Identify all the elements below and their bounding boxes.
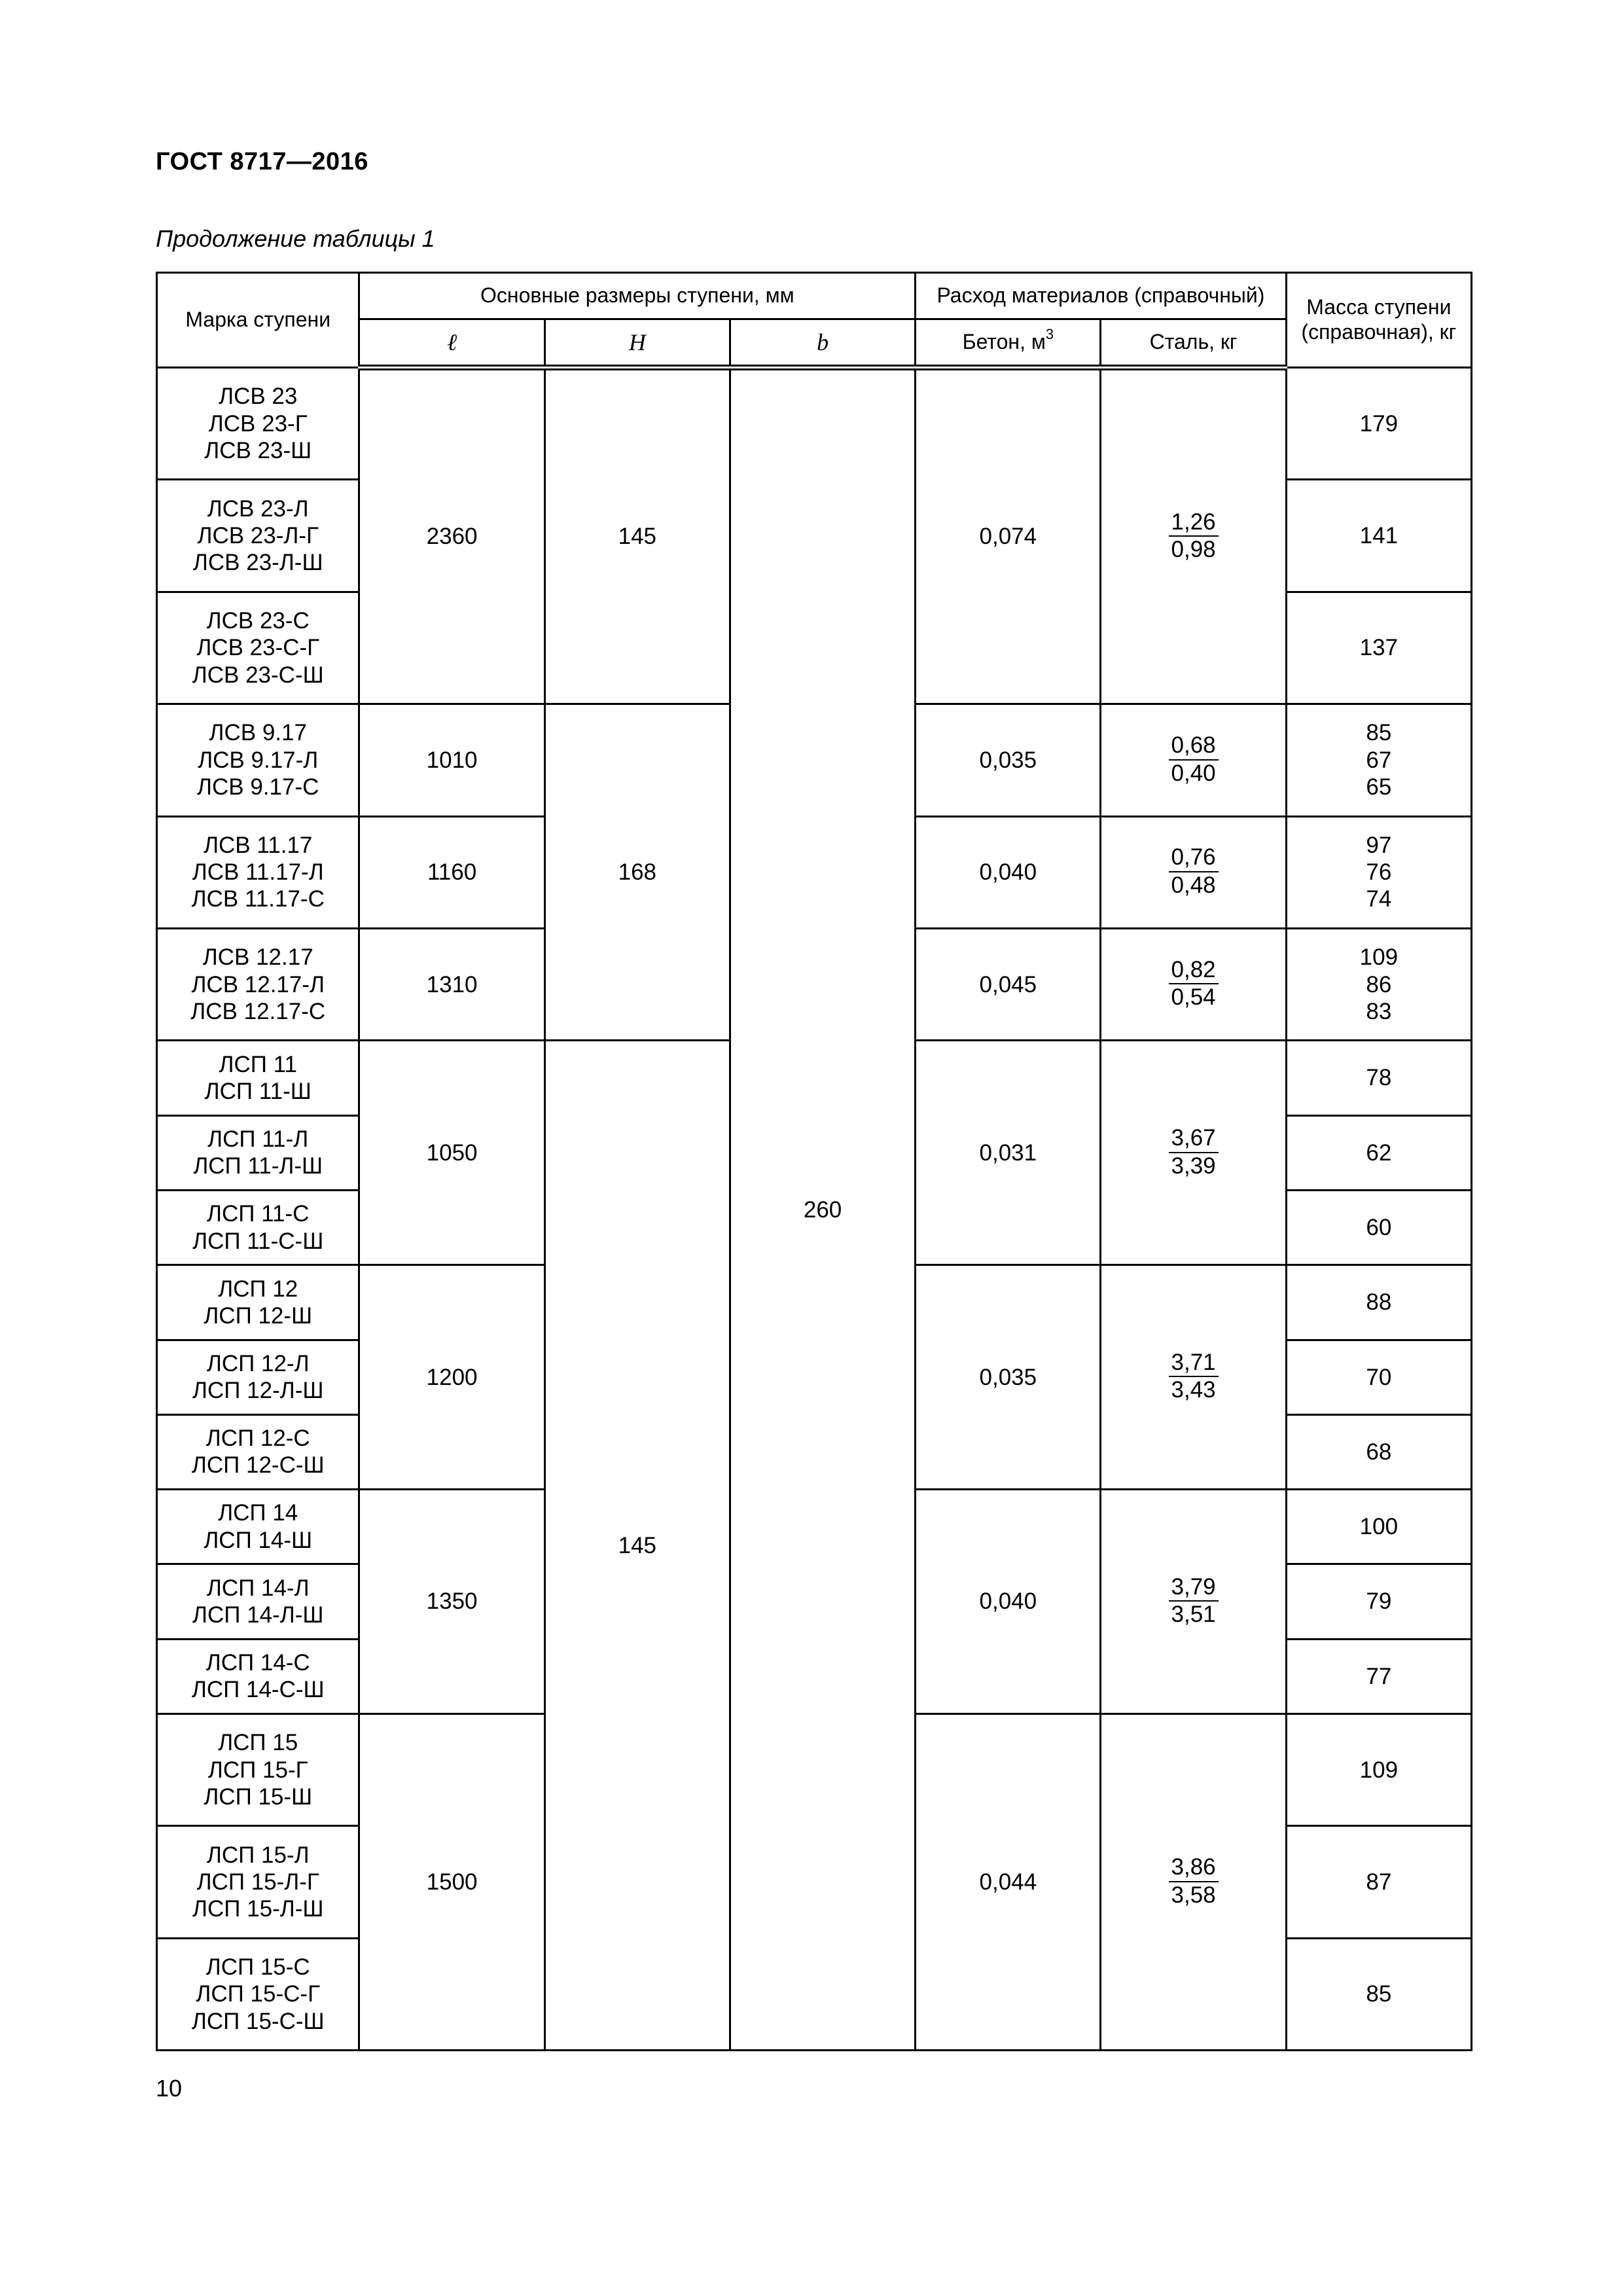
steel-numerator: 1,26 xyxy=(1169,511,1219,537)
mass-value: 68 xyxy=(1366,1439,1392,1465)
steel-denominator: 0,54 xyxy=(1171,984,1216,1011)
concrete-cell: 0,031 xyxy=(916,1041,1101,1265)
steel-numerator: 0,82 xyxy=(1169,958,1219,985)
col-h-label: H xyxy=(628,329,646,355)
mark-label: ЛСП 15 xyxy=(218,1730,298,1756)
steel-denominator: 0,48 xyxy=(1171,872,1216,898)
steel-fraction xyxy=(1169,1575,1219,1628)
mass-value: 179 xyxy=(1359,410,1399,437)
mark-label: ЛСП 15-Л xyxy=(206,1842,310,1868)
table-row xyxy=(157,368,1472,480)
mark-cell xyxy=(157,1639,359,1713)
mass-value: 109 xyxy=(1359,1757,1399,1783)
mark-label: ЛСП 15-Г xyxy=(207,1757,308,1783)
col-b-header xyxy=(730,319,915,368)
mark-label: ЛСВ 9.17 xyxy=(209,720,307,746)
mass-value: 109 xyxy=(1359,944,1399,971)
steel-denominator: 0,40 xyxy=(1171,760,1216,786)
page-number: 10 xyxy=(156,2075,183,2102)
length-cell: 1350 xyxy=(359,1490,544,1714)
steel-fraction xyxy=(1169,958,1219,1011)
mark-label: ЛСВ 12.17 xyxy=(202,944,313,971)
steel-numerator: 3,71 xyxy=(1169,1351,1219,1378)
mass-value: 62 xyxy=(1366,1139,1392,1166)
mass-cell xyxy=(1286,1564,1471,1639)
height-cell: 145 xyxy=(544,368,730,704)
mark-label: ЛСВ 23-С xyxy=(206,608,310,634)
steel-cell xyxy=(1101,1714,1286,2051)
steel-numerator: 0,76 xyxy=(1169,846,1219,872)
mass-cell xyxy=(1286,480,1471,592)
mass-value: 87 xyxy=(1366,1869,1392,1895)
steps-table xyxy=(156,272,1472,2051)
mark-label: ЛСП 14-Л-Ш xyxy=(192,1602,324,1628)
col-mark-header: Марка ступени xyxy=(157,273,359,368)
document-header: ГОСТ 8717—2016 xyxy=(156,148,368,175)
steel-cell xyxy=(1101,816,1286,928)
mark-cell xyxy=(157,1265,359,1340)
mark-cell xyxy=(157,1564,359,1639)
mass-value: 65 xyxy=(1366,774,1392,800)
length-cell: 1310 xyxy=(359,928,544,1040)
width-cell: 260 xyxy=(730,368,915,2051)
mark-cell xyxy=(157,1414,359,1489)
steel-numerator: 3,79 xyxy=(1169,1575,1219,1602)
mass-value: 77 xyxy=(1366,1663,1392,1689)
mark-cell xyxy=(157,1714,359,1826)
steel-cell xyxy=(1101,1041,1286,1265)
mark-label: ЛСП 15-С-Ш xyxy=(191,2008,325,2034)
mark-cell xyxy=(157,1826,359,1938)
concrete-cell: 0,040 xyxy=(916,1490,1101,1714)
col-h-header xyxy=(544,319,730,368)
mass-value: 83 xyxy=(1366,998,1392,1024)
mass-cell xyxy=(1286,1490,1471,1564)
col-steel-header: Сталь, кг xyxy=(1101,319,1286,368)
table-header xyxy=(157,273,1472,368)
mark-cell xyxy=(157,928,359,1040)
unit-superscript: 3 xyxy=(1045,326,1054,343)
concrete-cell: 0,035 xyxy=(916,1265,1101,1490)
mark-label: ЛСВ 23-Л-Ш xyxy=(192,550,323,576)
mark-label: ЛСП 15-С-Г xyxy=(196,1981,321,2007)
table-body xyxy=(157,368,1472,2051)
mass-value: 76 xyxy=(1366,859,1392,886)
steel-fraction xyxy=(1169,1126,1219,1179)
col-dimensions-header: Основные размеры ступени, мм xyxy=(359,273,916,319)
mark-label: ЛСП 12-Л xyxy=(206,1350,310,1376)
mass-value: 137 xyxy=(1359,635,1399,661)
mark-label: ЛСВ 23-Г xyxy=(208,410,308,437)
mass-cell xyxy=(1286,1041,1471,1115)
steel-denominator: 3,58 xyxy=(1171,1882,1216,1908)
steel-numerator: 0,68 xyxy=(1169,734,1219,761)
steel-cell xyxy=(1101,1490,1286,1714)
mark-label: ЛСВ 9.17-Л xyxy=(198,747,319,773)
mark-label: ЛСП 14-С-Ш xyxy=(191,1677,325,1703)
mass-value: 141 xyxy=(1359,522,1399,548)
steel-numerator: 3,67 xyxy=(1169,1126,1219,1153)
steel-cell xyxy=(1101,928,1286,1040)
mark-cell xyxy=(157,1340,359,1414)
col-l-header xyxy=(359,319,544,368)
mass-value: 70 xyxy=(1366,1364,1392,1390)
steel-cell xyxy=(1101,704,1286,816)
mass-value: 85 xyxy=(1366,720,1392,746)
mark-label: ЛСП 12-Ш xyxy=(204,1302,313,1329)
concrete-cell: 0,045 xyxy=(916,928,1101,1040)
col-materials-header: Расход материалов (справочный) xyxy=(916,273,1287,319)
mark-label: ЛСП 15-Л-Ш xyxy=(192,1896,324,1922)
table-caption: Продолжение таблицы 1 xyxy=(156,225,435,252)
steel-fraction xyxy=(1169,734,1219,786)
mark-label: ЛСВ 9.17-С xyxy=(197,774,319,800)
length-cell: 1160 xyxy=(359,816,544,928)
mass-cell xyxy=(1286,1639,1471,1713)
col-l-label: ℓ xyxy=(447,329,457,355)
mass-cell xyxy=(1286,816,1471,928)
mass-value: 79 xyxy=(1366,1588,1392,1615)
concrete-cell: 0,040 xyxy=(916,816,1101,928)
mark-cell xyxy=(157,368,359,480)
mark-label: ЛСП 11-Л-Ш xyxy=(193,1153,323,1179)
steel-denominator: 3,51 xyxy=(1171,1602,1216,1628)
steel-cell xyxy=(1101,368,1286,704)
mark-label: ЛСП 12-С xyxy=(205,1426,310,1452)
mark-cell xyxy=(157,816,359,928)
length-cell: 1010 xyxy=(359,704,544,816)
mark-label: ЛСВ 12.17-Л xyxy=(191,971,325,997)
mark-label: ЛСП 14 xyxy=(218,1500,298,1526)
mass-cell xyxy=(1286,1938,1471,2050)
mass-value: 78 xyxy=(1366,1065,1392,1091)
mark-label: ЛСП 14-Ш xyxy=(204,1527,313,1553)
mark-cell xyxy=(157,1938,359,2050)
length-cell: 2360 xyxy=(359,368,544,704)
length-cell: 1500 xyxy=(359,1714,544,2051)
mass-cell xyxy=(1286,1826,1471,1938)
col-concrete-label: Бетон, м xyxy=(962,330,1046,354)
mark-label: ЛСВ 11.17-Л xyxy=(192,859,324,886)
mark-label: ЛСП 12 xyxy=(218,1276,298,1302)
mark-label: ЛСВ 23-Л xyxy=(207,495,309,522)
steel-fraction xyxy=(1169,511,1219,563)
mark-label: ЛСП 11-Л xyxy=(207,1126,309,1152)
length-cell: 1200 xyxy=(359,1265,544,1490)
mark-cell xyxy=(157,704,359,816)
col-mass-header: Масса ступени (справочная), кг xyxy=(1286,273,1471,368)
mass-cell xyxy=(1286,1115,1471,1190)
steel-fraction xyxy=(1169,846,1219,898)
mark-cell xyxy=(157,480,359,592)
mass-value: 100 xyxy=(1359,1514,1399,1540)
steel-numerator: 3,86 xyxy=(1169,1856,1219,1882)
mark-label: ЛСП 15-Л-Г xyxy=(196,1869,319,1895)
mark-cell xyxy=(157,1190,359,1265)
mass-cell xyxy=(1286,704,1471,816)
mark-label: ЛСП 14-Л xyxy=(206,1575,310,1601)
mass-cell xyxy=(1286,1190,1471,1265)
mass-value: 74 xyxy=(1366,886,1392,912)
mark-label: ЛСВ 23-С-Г xyxy=(196,635,320,661)
mark-label: ЛСП 12-С-Ш xyxy=(191,1452,325,1479)
mark-label: ЛСВ 23-С-Ш xyxy=(192,662,324,688)
height-cell: 168 xyxy=(544,704,730,1041)
mass-cell xyxy=(1286,368,1471,480)
mark-cell xyxy=(157,592,359,704)
steel-cell xyxy=(1101,1265,1286,1490)
mark-label: ЛСП 15-Ш xyxy=(204,1784,313,1810)
mark-label: ЛСП 11-С xyxy=(207,1201,310,1227)
concrete-cell: 0,044 xyxy=(916,1714,1101,2051)
mass-cell xyxy=(1286,1714,1471,1826)
mark-label: ЛСП 12-Л-Ш xyxy=(192,1378,324,1404)
concrete-cell: 0,074 xyxy=(916,368,1101,704)
mark-cell xyxy=(157,1041,359,1115)
mark-cell xyxy=(157,1115,359,1190)
mark-label: ЛСВ 11.17 xyxy=(204,832,313,858)
height-cell: 145 xyxy=(544,1041,730,2051)
mass-value: 67 xyxy=(1366,747,1392,773)
mark-cell xyxy=(157,1490,359,1564)
length-cell: 1050 xyxy=(359,1041,544,1265)
steel-denominator: 0,98 xyxy=(1171,537,1216,563)
mark-label: ЛСВ 23-Ш xyxy=(204,437,312,463)
mark-label: ЛСВ 23 xyxy=(219,384,298,410)
mark-label: ЛСВ 12.17-С xyxy=(190,998,326,1024)
mark-label: ЛСП 11-С-Ш xyxy=(192,1228,324,1254)
steel-fraction xyxy=(1169,1351,1219,1403)
steel-denominator: 3,39 xyxy=(1171,1153,1216,1179)
steel-fraction xyxy=(1169,1856,1219,1908)
mass-cell xyxy=(1286,928,1471,1040)
concrete-cell: 0,035 xyxy=(916,704,1101,816)
mass-value: 86 xyxy=(1366,971,1392,997)
col-concrete-header xyxy=(916,319,1101,368)
mark-label: ЛСП 15-С xyxy=(205,1954,310,1981)
mass-cell xyxy=(1286,592,1471,704)
mark-label: ЛСВ 23-Л-Г xyxy=(197,522,319,548)
mark-label: ЛСП 14-С xyxy=(205,1650,310,1676)
mark-label: ЛСП 11-Ш xyxy=(204,1078,312,1104)
mass-cell xyxy=(1286,1340,1471,1414)
mass-value: 85 xyxy=(1366,1981,1392,2007)
mass-value: 97 xyxy=(1366,832,1392,858)
mark-label: ЛСВ 11.17-С xyxy=(191,886,325,912)
mark-label: ЛСП 11 xyxy=(219,1051,297,1077)
mass-cell xyxy=(1286,1414,1471,1489)
mass-value: 88 xyxy=(1366,1289,1392,1316)
steel-denominator: 3,43 xyxy=(1171,1377,1216,1403)
col-b-label: b xyxy=(817,329,829,355)
mass-cell xyxy=(1286,1265,1471,1340)
mass-value: 60 xyxy=(1366,1214,1392,1240)
